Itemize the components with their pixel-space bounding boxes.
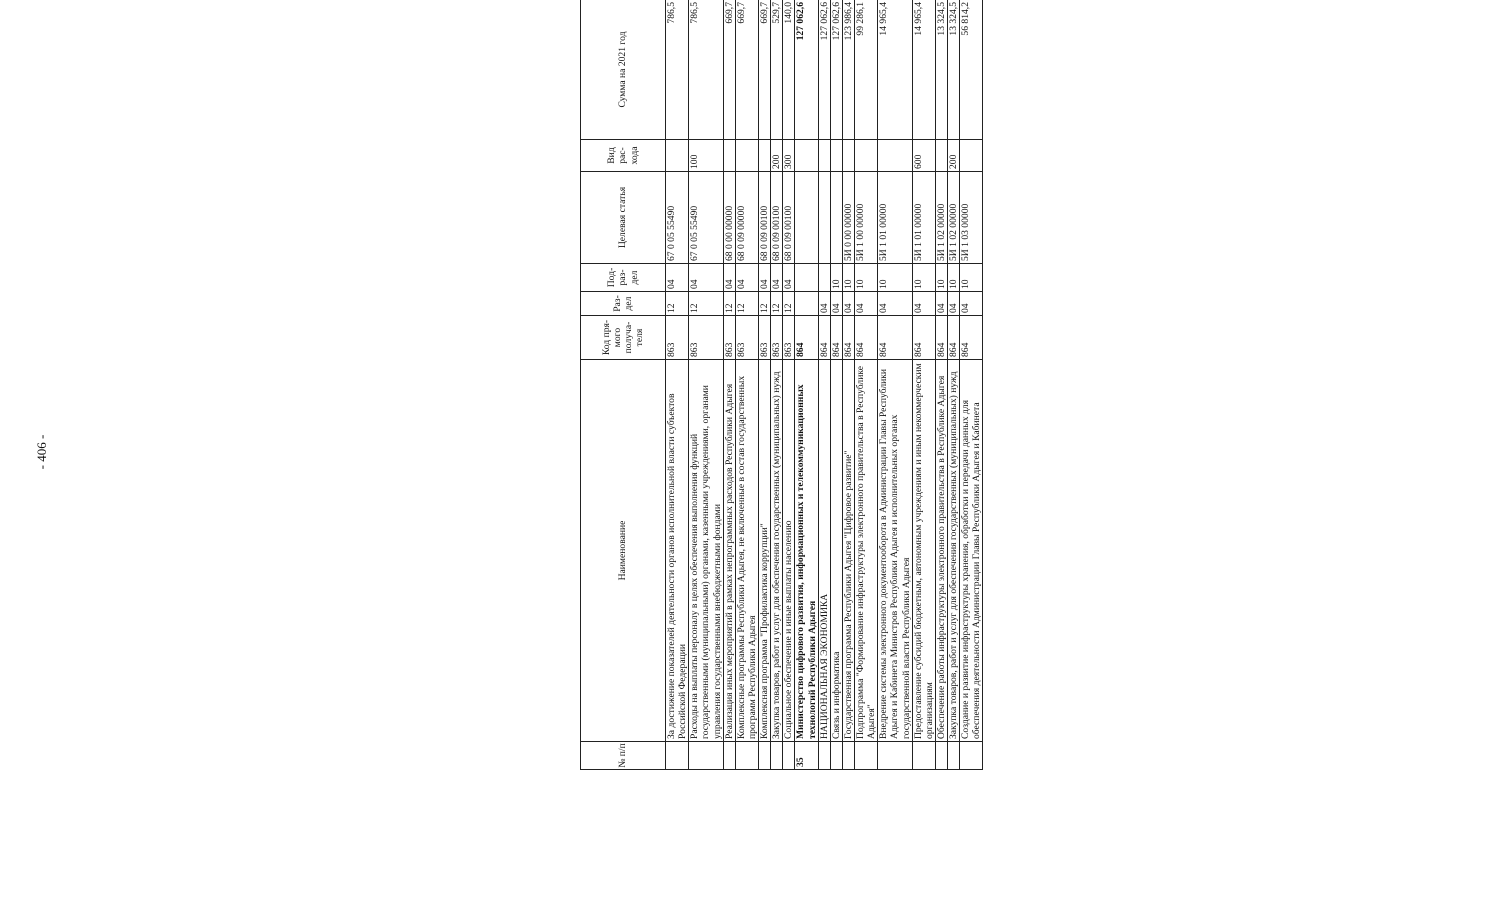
cell-name: Комплексные программы Республики Адыгея, не включенные в состав государственных программ Республики Адыгея [735, 360, 758, 742]
cell-subsection: 04 [759, 264, 771, 292]
cell-recipient-code: 864 [960, 316, 983, 360]
cell-subsection: 10 [878, 264, 912, 292]
cell-amount: 669,7 [759, 0, 771, 140]
cell-subsection: 04 [666, 264, 689, 292]
cell-target-article: 5И 1 02 00000 [948, 172, 960, 264]
cell-section: 04 [818, 292, 830, 316]
cell-no [666, 742, 689, 770]
cell-subsection: 04 [783, 264, 795, 292]
cell-subsection: 04 [735, 264, 758, 292]
cell-name: Закупка товаров, работ и услуг для обеспечения государственных (муниципальных) нужд [948, 360, 960, 742]
cell-target-article: 68 0 09 00100 [771, 172, 783, 264]
cell-target-article: 67 0 05 55490 [689, 172, 723, 264]
table-row [855, 0, 878, 770]
table-row [948, 0, 960, 770]
cell-recipient-code: 863 [735, 316, 758, 360]
cell-name: Государственная программа Республики Адыгея "Цифровое развитие" [842, 360, 854, 742]
cell-recipient-code: 864 [935, 316, 947, 360]
cell-subsection: 10 [842, 264, 854, 292]
cell-name: Реализация иных мероприятий в рамках непрограммных расходов Республики Адыгея [723, 360, 735, 742]
header-target: Целевая статья [581, 172, 666, 264]
cell-expense-type [878, 140, 912, 172]
cell-expense-type [818, 140, 830, 172]
header-exp-type: Вид рас-хода [581, 140, 666, 172]
cell-recipient-code: 864 [912, 316, 935, 360]
cell-expense-type [735, 140, 758, 172]
cell-name: Обеспечение работы инфраструктуры электронного правительства в Республике Адыгея [935, 360, 947, 742]
cell-expense-type [723, 140, 735, 172]
cell-name: Предоставление субсидий бюджетным, автономным учреждениям и иным некоммерческим организациям [912, 360, 935, 742]
cell-subsection [795, 264, 818, 292]
cell-amount: 786,5 [689, 0, 723, 140]
cell-target-article: 5И 1 01 00000 [878, 172, 912, 264]
cell-subsection: 10 [948, 264, 960, 292]
cell-expense-type [759, 140, 771, 172]
cell-section: 12 [783, 292, 795, 316]
cell-expense-type: 200 [948, 140, 960, 172]
cell-name: Внедрение системы электронного документооборота в Администрации Главы Республики Адыгея и Кабинета Министров Республики Адыгея и исполнительных органах государственной власти Республики Адыгея [878, 360, 912, 742]
cell-subsection: 10 [912, 264, 935, 292]
cell-subsection: 10 [935, 264, 947, 292]
cell-target-article: 68 0 09 00000 [735, 172, 758, 264]
header-no: № п/п [581, 742, 666, 770]
cell-expense-type [855, 140, 878, 172]
cell-amount: 669,7 [735, 0, 758, 140]
cell-target-article: 5И 1 02 00000 [935, 172, 947, 264]
table-header-row [581, 0, 666, 770]
cell-amount: 529,7 [771, 0, 783, 140]
cell-section: 04 [830, 292, 842, 316]
cell-subsection: 04 [689, 264, 723, 292]
cell-amount: 140,0 [783, 0, 795, 140]
cell-section: 04 [948, 292, 960, 316]
cell-recipient-code: 863 [759, 316, 771, 360]
cell-target-article [818, 172, 830, 264]
cell-no: 35 [795, 742, 818, 770]
cell-no [735, 742, 758, 770]
cell-no [948, 742, 960, 770]
cell-section: 12 [735, 292, 758, 316]
cell-section: 04 [935, 292, 947, 316]
cell-no [855, 742, 878, 770]
cell-target-article: 5И 0 00 00000 [842, 172, 854, 264]
cell-section: 04 [912, 292, 935, 316]
page-number: - 406 - [34, 434, 49, 470]
cell-subsection: 10 [830, 264, 842, 292]
table-row [759, 0, 771, 770]
cell-amount: 14 965,4 [878, 0, 912, 140]
cell-no [759, 742, 771, 770]
budget-table [580, 0, 983, 770]
header-amount: Сумма на 2021 год [581, 0, 666, 140]
cell-recipient-code: 863 [783, 316, 795, 360]
cell-subsection: 04 [771, 264, 783, 292]
cell-section: 04 [878, 292, 912, 316]
cell-expense-type [842, 140, 854, 172]
header-recipient: Код пря-мого получа-теля [581, 316, 666, 360]
cell-recipient-code: 864 [842, 316, 854, 360]
cell-subsection: 04 [723, 264, 735, 292]
cell-expense-type: 600 [912, 140, 935, 172]
cell-section [795, 292, 818, 316]
cell-expense-type [935, 140, 947, 172]
cell-name: НАЦИОНАЛЬНАЯ ЭКОНОМИКА [818, 360, 830, 742]
cell-name: Связь и информатика [830, 360, 842, 742]
cell-expense-type [830, 140, 842, 172]
cell-no [689, 742, 723, 770]
cell-amount: 56 814,2 [960, 0, 983, 140]
table-row [878, 0, 912, 770]
cell-no [783, 742, 795, 770]
cell-recipient-code: 864 [818, 316, 830, 360]
cell-recipient-code: 863 [723, 316, 735, 360]
cell-no [723, 742, 735, 770]
cell-recipient-code: 864 [878, 316, 912, 360]
cell-amount: 123 986,4 [842, 0, 854, 140]
cell-expense-type: 200 [771, 140, 783, 172]
cell-target-article: 68 0 09 00100 [759, 172, 771, 264]
table-row [818, 0, 830, 770]
cell-name: Подпрограмма "Формирование инфраструктуры электронного правительства в Республике Адыгея" [855, 360, 878, 742]
cell-name: Создание и развитие инфраструктуры хранения, обработки и передачи данных для обеспечения деятельности Администрации Главы Республики Адыгея и Кабинета [960, 360, 983, 742]
table-row [912, 0, 935, 770]
cell-expense-type: 300 [783, 140, 795, 172]
cell-amount: 13 324,5 [948, 0, 960, 140]
cell-target-article: 5И 1 03 00000 [960, 172, 983, 264]
cell-recipient-code: 864 [830, 316, 842, 360]
cell-target-article: 5И 1 01 00000 [912, 172, 935, 264]
table-body [666, 0, 983, 770]
table-row [666, 0, 689, 770]
cell-recipient-code: 863 [771, 316, 783, 360]
cell-expense-type [795, 140, 818, 172]
cell-name: Закупка товаров, работ и услуг для обеспечения государственных (муниципальных) нужд [771, 360, 783, 742]
table-row [783, 0, 795, 770]
cell-amount: 99 286,1 [855, 0, 878, 140]
cell-no [878, 742, 912, 770]
cell-amount: 786,5 [666, 0, 689, 140]
cell-target-article: 68 0 09 00100 [783, 172, 795, 264]
table-row [735, 0, 758, 770]
table-row [723, 0, 735, 770]
cell-recipient-code: 864 [948, 316, 960, 360]
cell-expense-type [666, 140, 689, 172]
cell-recipient-code: 864 [855, 316, 878, 360]
table-row [830, 0, 842, 770]
cell-name: За достижение показателей деятельности органов исполнительной власти субъектов Российской Федерации [666, 360, 689, 742]
cell-section: 12 [723, 292, 735, 316]
table-row [935, 0, 947, 770]
cell-recipient-code: 864 [795, 316, 818, 360]
cell-target-article [830, 172, 842, 264]
cell-expense-type [960, 140, 983, 172]
header-subsection: Под-раз-дел [581, 264, 666, 292]
cell-no [830, 742, 842, 770]
cell-subsection: 10 [960, 264, 983, 292]
cell-expense-type: 100 [689, 140, 723, 172]
header-name: Наименование [581, 360, 666, 742]
cell-name: Расходы на выплаты персоналу в целях обеспечения выполнения функций государственными (муниципальными) органами, казенными учреждениями, органами управления государственными внебюджетными фондами [689, 360, 723, 742]
cell-subsection: 10 [855, 264, 878, 292]
cell-section: 12 [771, 292, 783, 316]
table-row [842, 0, 854, 770]
table-row [771, 0, 783, 770]
cell-name: Комплексная программа "Профилактика коррупции" [759, 360, 771, 742]
cell-amount: 127 062,6 [818, 0, 830, 140]
cell-target-article: 68 0 00 00000 [723, 172, 735, 264]
cell-amount: 669,7 [723, 0, 735, 140]
table-row [960, 0, 983, 770]
cell-name: Социальное обеспечение и иные выплаты населению [783, 360, 795, 742]
cell-target-article: 67 0 05 55490 [666, 172, 689, 264]
cell-no [912, 742, 935, 770]
cell-amount: 14 965,4 [912, 0, 935, 140]
cell-section: 04 [842, 292, 854, 316]
rotated-page [580, 0, 1485, 768]
cell-no [935, 742, 947, 770]
cell-amount: 127 062,6 [795, 0, 818, 140]
cell-recipient-code: 863 [689, 316, 723, 360]
header-section: Раз-дел [581, 292, 666, 316]
cell-target-article: 5И 1 00 00000 [855, 172, 878, 264]
table-row [795, 0, 818, 770]
cell-section: 12 [666, 292, 689, 316]
cell-section: 04 [960, 292, 983, 316]
cell-subsection [818, 264, 830, 292]
cell-no [842, 742, 854, 770]
cell-no [960, 742, 983, 770]
cell-section: 12 [759, 292, 771, 316]
cell-recipient-code: 863 [666, 316, 689, 360]
table-wrapper [580, 0, 1060, 770]
cell-amount: 13 324,5 [935, 0, 947, 140]
cell-section: 12 [689, 292, 723, 316]
cell-target-article [795, 172, 818, 264]
cell-no [818, 742, 830, 770]
cell-name: Министерство цифрового развития, информационных и телекоммуникационных технологий Республики Адыгея [795, 360, 818, 742]
cell-section: 04 [855, 292, 878, 316]
cell-amount: 127 062,6 [830, 0, 842, 140]
cell-no [771, 742, 783, 770]
table-row [689, 0, 723, 770]
